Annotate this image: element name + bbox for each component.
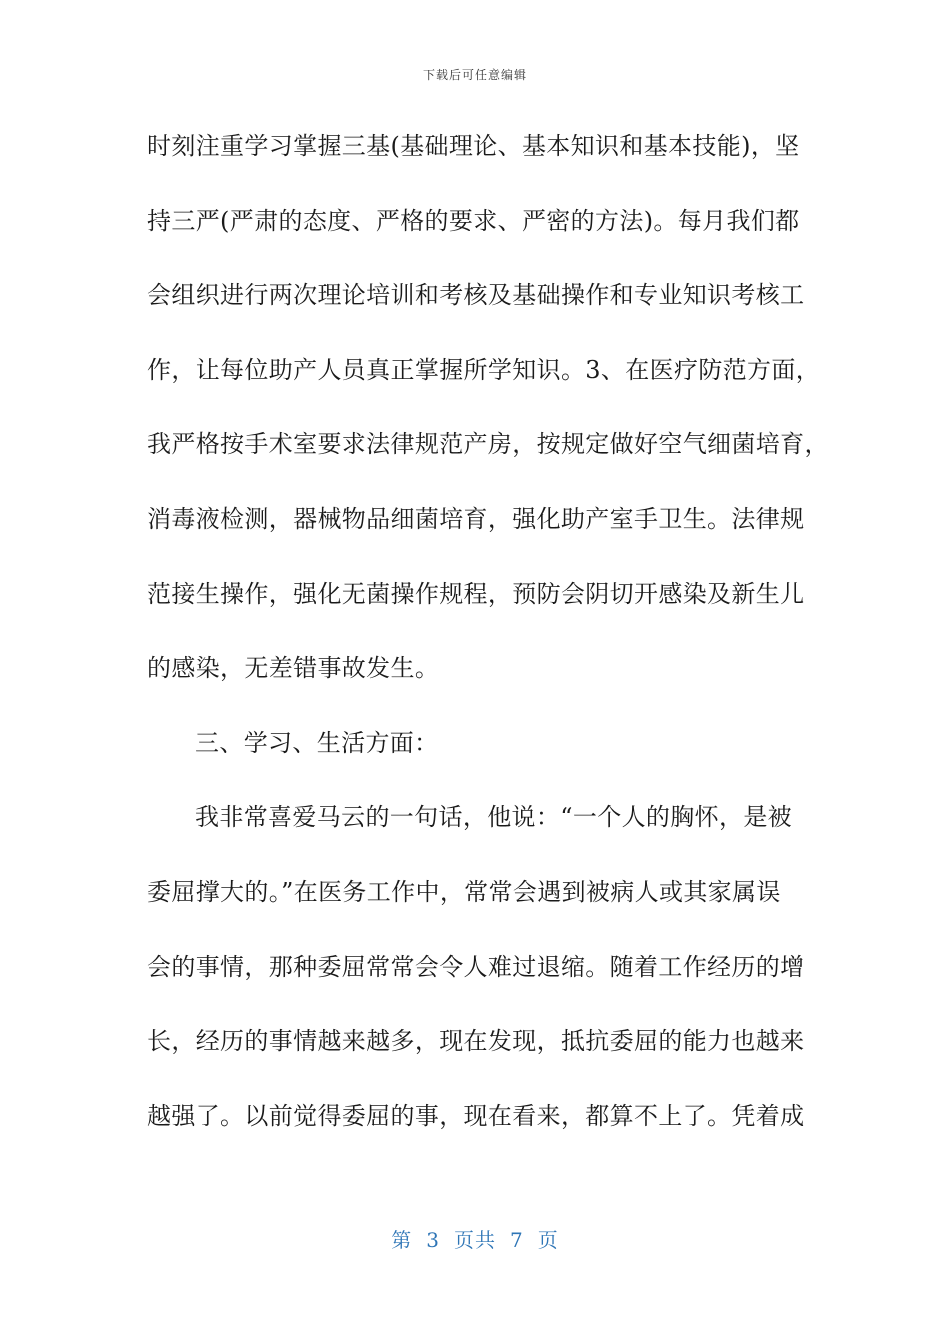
- text-line: 时刻注重学习掌握三基(基础理论、基本知识和基本技能)，坚: [147, 132, 800, 160]
- current-page-number: 3: [426, 1228, 440, 1252]
- text-line: 范接生操作，强化无菌操作规程，预防会阴切开感染及新生儿: [147, 579, 805, 608]
- text-line: 消毒液检测，器械物品细菌培育，强化助产室手卫生。法律规: [147, 504, 805, 533]
- page-header-note: 下载后可任意编辑: [422, 68, 527, 82]
- footer-suffix: 页: [537, 1228, 559, 1252]
- text-line: 作，让每位助产人员真正掌握所学知识。3、在医疗防范方面，: [147, 355, 821, 384]
- text-line: 的感染，无差错事故发生。: [147, 654, 440, 683]
- text-line: 越强了。以前觉得委屈的事，现在看来，都算不上了。凭着成: [147, 1101, 805, 1130]
- page-footer: [0, 1224, 950, 1253]
- text-line: 我严格按手术室要求法律规范产房，按规定做好空气细菌培育，: [147, 430, 829, 459]
- section-heading: 三、学习、生活方面：: [195, 728, 439, 757]
- document-body: [147, 122, 829, 1166]
- text-line: 我非常喜爱马云的一句话，他说：“一个人的胸怀，是被: [195, 803, 793, 832]
- total-pages-number: 7: [510, 1228, 524, 1252]
- text-line: 长，经历的事情越来越多，现在发现，抵抗委屈的能力也越来: [147, 1027, 805, 1056]
- footer-middle: 页共: [454, 1228, 496, 1252]
- text-line: 会组织进行两次理论培训和考核及基础操作和专业知识考核工: [147, 281, 805, 310]
- text-line: 委屈撑大的。”在医务工作中，常常会遇到被病人或其家属误: [147, 877, 781, 906]
- text-line: 持三严(严肃的态度、严格的要求、严密的方法)。每月我们都: [147, 206, 800, 235]
- footer-prefix: 第: [391, 1228, 413, 1252]
- text-line: 会的事情，那种委屈常常会令人难过退缩。随着工作经历的增: [147, 952, 805, 981]
